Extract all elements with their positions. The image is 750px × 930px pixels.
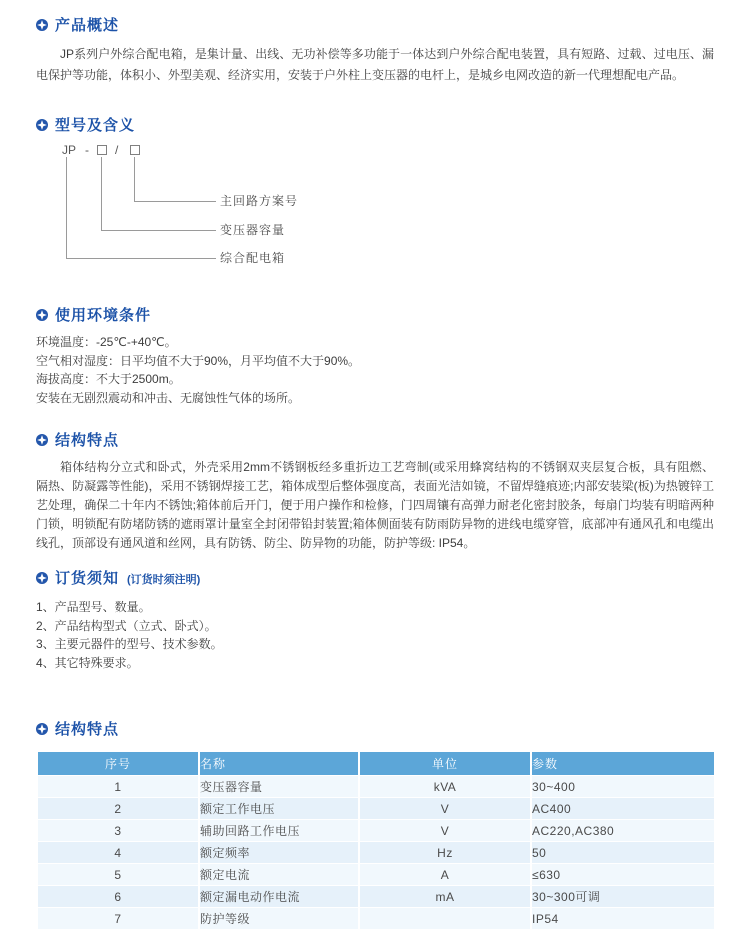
table-cell: 额定电流 (200, 864, 358, 885)
table-cell: A (360, 864, 530, 885)
table-row (38, 864, 714, 885)
star-circle-icon (36, 723, 48, 735)
section-subtitle: (订货时须注明) (127, 573, 201, 586)
table-cell: 5 (38, 864, 198, 885)
text-line: 4、其它特殊要求。 (36, 655, 139, 670)
star-circle-icon (36, 19, 48, 31)
overview-paragraph: JP系列户外综合配电箱，是集计量、出线、无功补偿等多功能于一体达到户外综合配电装置，具有短路、过载、过电压、漏电保护等功能，体积小、外型美观、经济实用，安装于户外柱上变压器的电杆上，是城乡电网改造的新一代理想配电产品。 (36, 47, 714, 82)
table-cell: 防护等级 (200, 908, 358, 929)
table-header-row (38, 752, 714, 775)
text-line: 海拔高度：不大于2500m。 (36, 372, 181, 386)
table-cell: AC220,AC380 (532, 820, 714, 841)
table-cell: ≤630 (532, 864, 714, 885)
table-cell: 2 (38, 798, 198, 819)
section-heading (36, 718, 714, 739)
text-line: 安装在无剧烈震动和冲击、无腐蚀性气体的场所。 (36, 390, 301, 405)
table-row (38, 886, 714, 907)
column-header: 序号 (38, 752, 198, 775)
diagram-connector-line (66, 157, 216, 259)
text-line: 空气相对湿度：日平均值不大于90%，月平均值不大于90%。 (36, 353, 361, 368)
model-diagram (36, 141, 714, 279)
table-cell: mA (360, 886, 530, 907)
table-cell: Hz (360, 842, 530, 863)
diagram-label: 主回路方案号 (220, 194, 299, 208)
diagram-label: 变压器容量 (220, 223, 286, 237)
section-title: 结构特点 (55, 721, 120, 738)
section-title: 型号及含义 (55, 117, 136, 134)
section-heading (36, 429, 714, 450)
text-line: 3、主要元器件的型号、技术参数。 (36, 637, 223, 651)
table-cell: AC400 (532, 798, 714, 819)
section-ordering (36, 567, 714, 672)
section-heading (36, 14, 714, 35)
ordering-items (36, 598, 714, 672)
structure-paragraph: 箱体结构分立式和卧式，外壳采用2mm不锈钢板经多重折边工艺弯制(或采用蜂窝结构的不锈钢双夹层复合板，具有阻燃、隔热、防凝露等性能)，采用不锈钢焊接工艺，箱体成型后整体强度高，表面光洁如镜，不留焊缝痕迹;内部安装梁(板)为热镀锌工艺处理，确保二十年内不锈蚀;箱体前后开门，便于用户操作和检修，门四周镶有高弹力耐老化密封胶条，每扇门均装有明暗两种门锁，明锁配有防堵防锈的遮雨罩计量室全封闭带铅封装置;箱体侧面装有防雨防异物的进线电缆穿管，底部冲有通风孔和电缆出线孔，顶部设有通风道和丝网，具有防锈、防尘、防异物的功能，防护等级: IP54。 (36, 460, 714, 550)
table-cell: 额定漏电动作电流 (200, 886, 358, 907)
table-cell: kVA (360, 776, 530, 797)
star-circle-icon (36, 309, 48, 321)
section-parameters (36, 718, 714, 930)
section-overview (36, 0, 714, 86)
table-cell: 3 (38, 820, 198, 841)
model-prefix: JP (62, 143, 77, 157)
model-placeholder-box (130, 145, 140, 155)
section-environment (36, 304, 714, 407)
table-row (38, 820, 714, 841)
model-placeholder-box (97, 145, 107, 155)
table-cell: 50 (532, 842, 714, 863)
section-title: 产品概述 (55, 17, 120, 34)
table-cell: 6 (38, 886, 198, 907)
table-cell: 额定频率 (200, 842, 358, 863)
table-row (38, 908, 714, 929)
section-heading (36, 567, 714, 588)
star-circle-icon (36, 434, 48, 446)
column-header: 名称 (200, 752, 358, 775)
table-cell: IP54 (532, 908, 714, 929)
table-cell: 30~300可调 (532, 886, 714, 907)
table-cell: 变压器容量 (200, 776, 358, 797)
table-cell: V (360, 820, 530, 841)
text-line: 1、产品型号、数量。 (36, 600, 151, 614)
section-title: 使用环境条件 (55, 307, 152, 324)
star-circle-icon (36, 572, 48, 584)
column-header: 参数 (532, 752, 714, 775)
section-model (36, 114, 714, 279)
table-cell: 1 (38, 776, 198, 797)
model-dash: - (85, 143, 89, 157)
section-heading (36, 304, 714, 325)
table-cell: 30~400 (532, 776, 714, 797)
params-table-body (38, 776, 714, 929)
table-row (38, 776, 714, 797)
section-title: 结构特点 (55, 432, 120, 449)
table-cell: 额定工作电压 (200, 798, 358, 819)
table-cell: 4 (38, 842, 198, 863)
model-slash: / (115, 143, 119, 157)
text-line: 2、产品结构型式（立式、卧式）。 (36, 618, 217, 633)
table-cell: 7 (38, 908, 198, 929)
section-title: 订货须知 (55, 570, 120, 587)
table-cell: 辅助回路工作电压 (200, 820, 358, 841)
table-row (38, 842, 714, 863)
table-cell: V (360, 798, 530, 819)
star-circle-icon (36, 119, 48, 131)
environment-lines (36, 333, 714, 407)
section-structure (36, 429, 714, 553)
parameters-table (36, 751, 716, 930)
table-cell (360, 908, 530, 929)
table-row (38, 798, 714, 819)
text-line: 环境温度：-25℃-+40℃。 (36, 335, 177, 349)
section-heading (36, 114, 714, 135)
column-header: 单位 (360, 752, 530, 775)
diagram-label: 综合配电箱 (220, 251, 286, 265)
